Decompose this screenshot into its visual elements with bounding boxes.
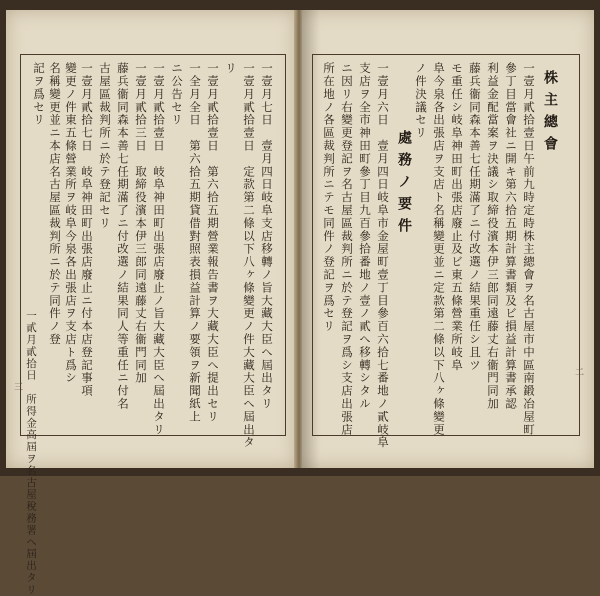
text-column: 一壹月六日 壹月四日岐阜市金屋町壹丁目參百六拾七番地ノ貳岐阜 [376, 62, 390, 449]
right-page [302, 10, 594, 468]
text-column: 藤兵衞同森本善七任期滿了ニ付改選ノ結果同人等重任ニ付名 [116, 62, 130, 411]
text-column: 藤兵衞同森本善七任期滿了ニ付改選ノ結果重任シ且ツ [468, 62, 482, 372]
text-column: 一壹月貳拾三日 取締役濱本伊三郎同遠藤丈右衞門同加 [134, 62, 148, 385]
text-column: 變更ノ件東五條營業所ヲ岐阜今泉各出張店ヲ支店ト爲シ [64, 62, 78, 385]
text-column: 所在地ノ各區裁判所ニテモ同件ノ登記ヲ爲セリ [322, 62, 336, 333]
text-column: 一壹月貳拾壹日 第六拾五期營業報告書ヲ大藏大臣へ提出セリ [206, 62, 220, 424]
text-column: 阜今泉各出張店ヲ支店ト名稱變更並ニ定款第二條以下八ヶ條變更 [432, 62, 446, 437]
text-column: ニ因リ右變更登記ヲ名古屋區裁判所ニ於テ登記ヲ爲シ支店出張店 [340, 62, 354, 437]
text-column: 一壹月貳拾壹日午前九時定時株主總會ヲ名古屋市中區南鍛冶屋町 [522, 62, 536, 437]
text-column: 古屋區裁判所ニ於テ登記セリ [98, 62, 112, 230]
text-column: 記ヲ爲セリ [32, 62, 46, 127]
text-column: 參丁目當會社ニ開キ第六拾五期計算書類及ビ損益計算書承認 [504, 62, 518, 411]
text-column: 一全月全日 第六拾五期貸借對照表損益計算ノ要領ヲ新聞紙上 [188, 62, 202, 424]
text-column: 名稱變更並ニ本店名古屋區裁判所ニ於テ同件ノ登 [48, 62, 62, 346]
text-column: リ [224, 62, 238, 75]
text-column: ニ公告セリ [170, 62, 184, 127]
text-column: 一壹月貳拾壹日 岐阜神田町出張店廢止ノ旨大藏大臣へ屆出タリ [152, 62, 166, 437]
left-page [6, 10, 296, 596]
section-title-business: 處務ノ要件 [396, 130, 412, 240]
text-column: 一貳月貳拾日 所得金高屆ヲ名古屋稅務署へ屆出タリ [25, 310, 37, 596]
text-column: 一壹月七日 壹月四日岐阜支店移轉ノ旨大藏大臣へ屆出タリ [260, 62, 274, 411]
text-column: モ重任シ岐阜神田町出張店廢止及ビ東五條營業所岐阜 [450, 62, 464, 372]
text-column: 利益金配當案ヲ決議シ取締役濱本伊三郎同遠藤丈右衞門同加 [486, 62, 500, 411]
text-column: 一壹月貳拾七日 岐阜神田町出張店廢止ニ付本店登記事項 [80, 62, 94, 398]
text-column: 支店ヲ全市神田町參丁目九百參拾番地ノ壹ノ貳へ移轉シタル [358, 62, 372, 411]
text-column: ノ件決議セリ [414, 62, 428, 140]
text-column: 一壹月貳拾壹日 定款第二條以下八ヶ條變更ノ件大藏大臣へ屆出タ [242, 62, 256, 449]
section-title-general-meeting: 株主總會 [542, 70, 558, 158]
right-page-number: 二 [574, 368, 584, 378]
left-page-number: 三 [14, 383, 24, 393]
